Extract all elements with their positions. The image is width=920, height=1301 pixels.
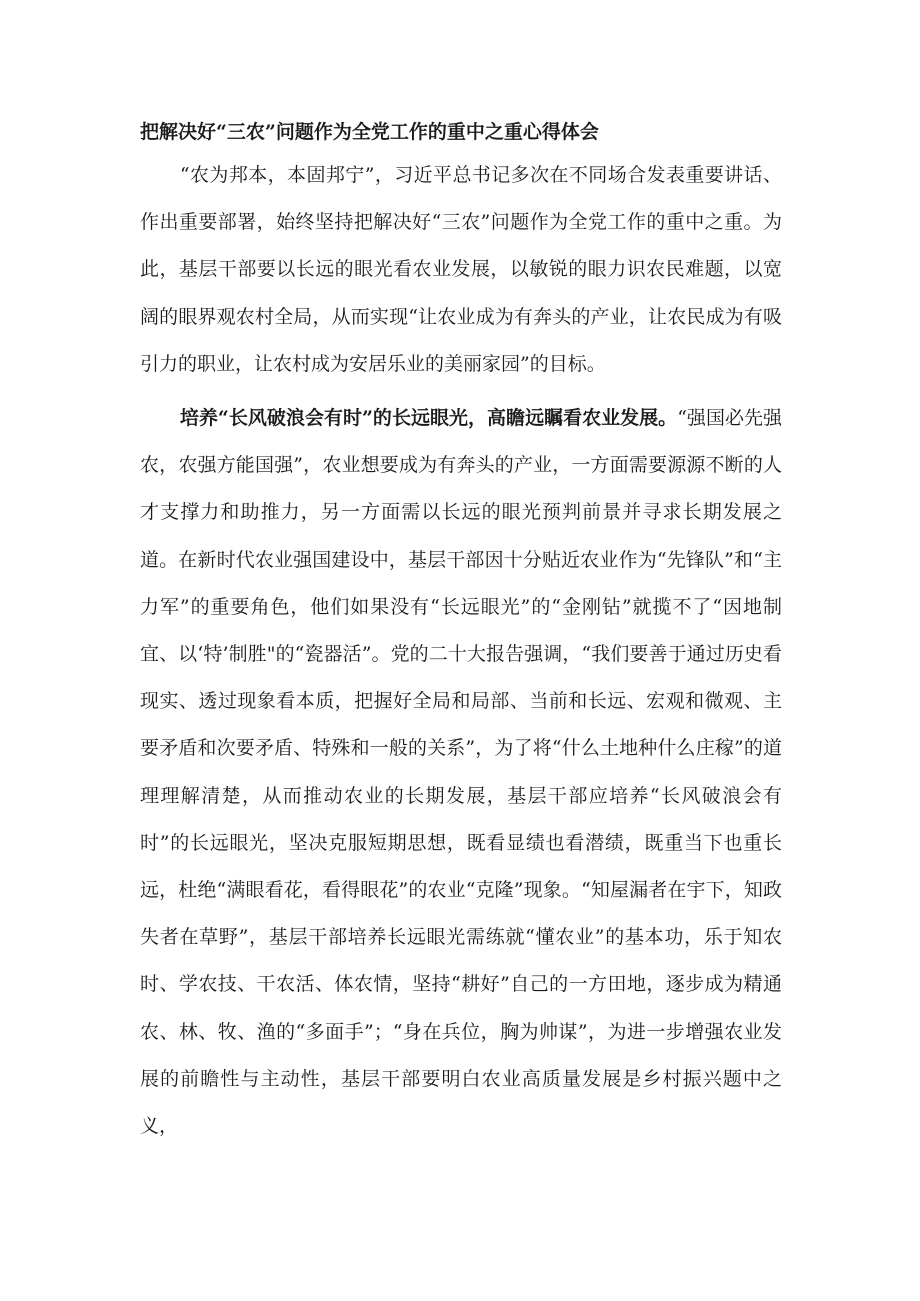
paragraph-1: “农为邦本，本固邦宁”，习近平总书记多次在不同场合发表重要讲话、作出重要部署，始终坚持把解决好“三农”问题作为全党工作的重中之重。为此，基层干部要以长远的眼光看农业发展，以敏锐的眼力识农民难题，以宽阔的眼界观农村全局，从而实现“让农业成为有奔头的产业，让农民成为有吸引力的职业，让农村成为安居乐业的美丽家园”的目标。 bbox=[140, 164, 782, 375]
paragraph-2 bbox=[140, 395, 782, 1150]
paragraph-2-body: “强国必先强农，农强方能国强”，农业想要成为有奔头的产业，一方面需要源源不断的人才支撑力和助推力，另一方面需以长远的眼光预判前景并寻求长期发展之道。在新时代农业强国建设中，基层干部因十分贴近农业作为“先锋队”和“主力军”的重要角色，他们如果没有“长远眼光”的“金刚钻”就揽不了“因地制宜、以‘特’制胜"的“瓷器活”。党的二十大报告强调，“我们要善于通过历史看现实、透过现象看本质，把握好全局和局部、当前和长远、宏观和微观、主要矛盾和次要矛盾、特殊和一般的关系”，为了将“什么土地种什么庄稼”的道理理解清楚，从而推动农业的长期发展，基层干部应培养“长风破浪会有时”的长远眼光，坚决克服短期思想，既看显绩也看潜绩，既重当下也重长远，杜绝“满眼看花，看得眼花”的农业“克隆”现象。“知屋漏者在宇下，知政失者在草野”，基层干部培养长远眼光需练就“懂农业”的基本功，乐于知农时、学农技、干农活、体农情，坚持“耕好”自己的一方田地，逐步成为精通农、林、牧、渔的“多面手”；“身在兵位，胸为帅谋”，为进一步增强农业发展的前瞻性与主动性，基层干部要明白农业高质量发展是乡村振兴题中之义， bbox=[140, 407, 782, 1138]
paragraph-2-lead: 培养“长风破浪会有时”的长远眼光，高瞻远瞩看农业发展。 bbox=[179, 407, 678, 429]
document-title: 把解决好“三农”问题作为全党工作的重中之重心得体会 bbox=[140, 121, 599, 143]
